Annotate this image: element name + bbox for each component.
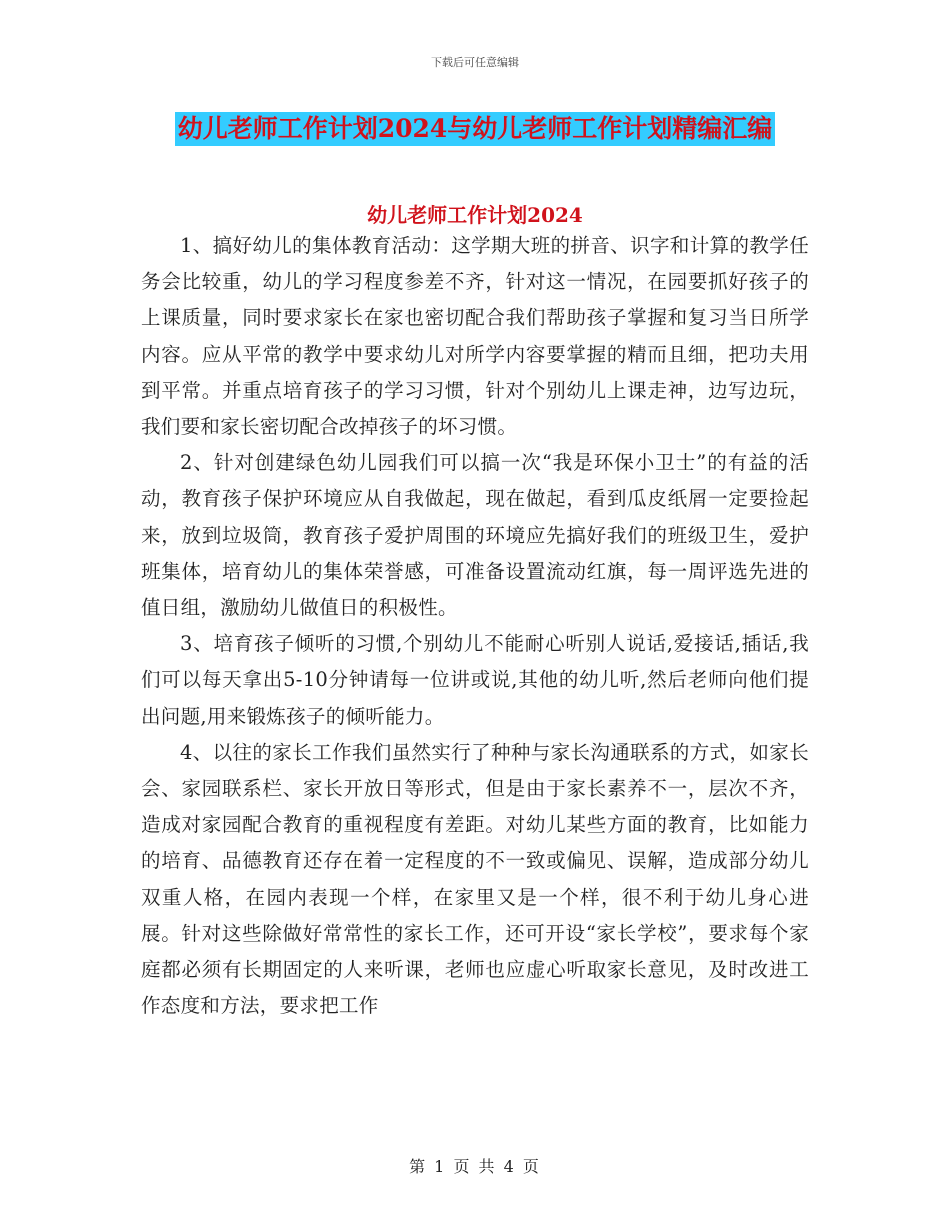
- paragraph-2: 2、针对创建绿色幼儿园我们可以搞一次“我是环保小卫士”的有益的活动，教育孩子保护环境应从自我做起，现在做起，看到瓜皮纸屑一定要捡起来，放到垃圾筒，教育孩子爱护周围的环境应先搞好我们的班级卫生，爱护班集体，培育幼儿的集体荣誉感，可准备设置流动红旗，每一周评选先进的值日组，激励幼儿做值日的积极性。: [141, 451, 809, 620]
- header-note: 下载后可任意编辑: [431, 56, 519, 69]
- document-title-wrap: [0, 112, 950, 146]
- paragraph-3: 3、培育孩子倾听的习惯,个别幼儿不能耐心听别人说话,爱接话,插话,我们可以每天拿出5-10分钟请每一位讲或说,其他的幼儿听,然后老师向他们提出问题,用来锻炼孩子的倾听能力。: [141, 632, 809, 728]
- page-footer: 第 1 页 共 4 页: [409, 1157, 541, 1176]
- section-title: 幼儿老师工作计划2024: [367, 203, 583, 227]
- document-body: [141, 228, 809, 1024]
- document-title: 幼儿老师工作计划2024与幼儿老师工作计划精编汇编: [175, 112, 776, 146]
- paragraph-1: 1、搞好幼儿的集体教育活动：这学期大班的拼音、识字和计算的教学任务会比较重，幼儿的学习程度参差不齐，针对这一情况，在园要抓好孩子的上课质量，同时要求家长在家也密切配合我们帮助孩子掌握和复习当日所学内容。应从平常的教学中要求幼儿对所学内容要掌握的精而且细，把功夫用到平常。并重点培育孩子的学习习惯，针对个别幼儿上课走神，边写边玩，我们要和家长密切配合改掉孩子的坏习惯。: [141, 234, 809, 439]
- paragraph-4: 4、以往的家长工作我们虽然实行了种种与家长沟通联系的方式，如家长会、家园联系栏、家长开放日等形式，但是由于家长素养不一，层次不齐，造成对家园配合教育的重视程度有差距。对幼儿某些方面的教育，比如能力的培育、品德教育还存在着一定程度的不一致或偏见、误解，造成部分幼儿双重人格，在园内表现一个样，在家里又是一个样，很不利于幼儿身心进展。针对这些除做好常常性的家长工作，还可开设“家长学校”，要求每个家庭都必须有长期固定的人来听课，老师也应虚心听取家长意见，及时改进工作态度和方法，要求把工作: [141, 740, 809, 1018]
